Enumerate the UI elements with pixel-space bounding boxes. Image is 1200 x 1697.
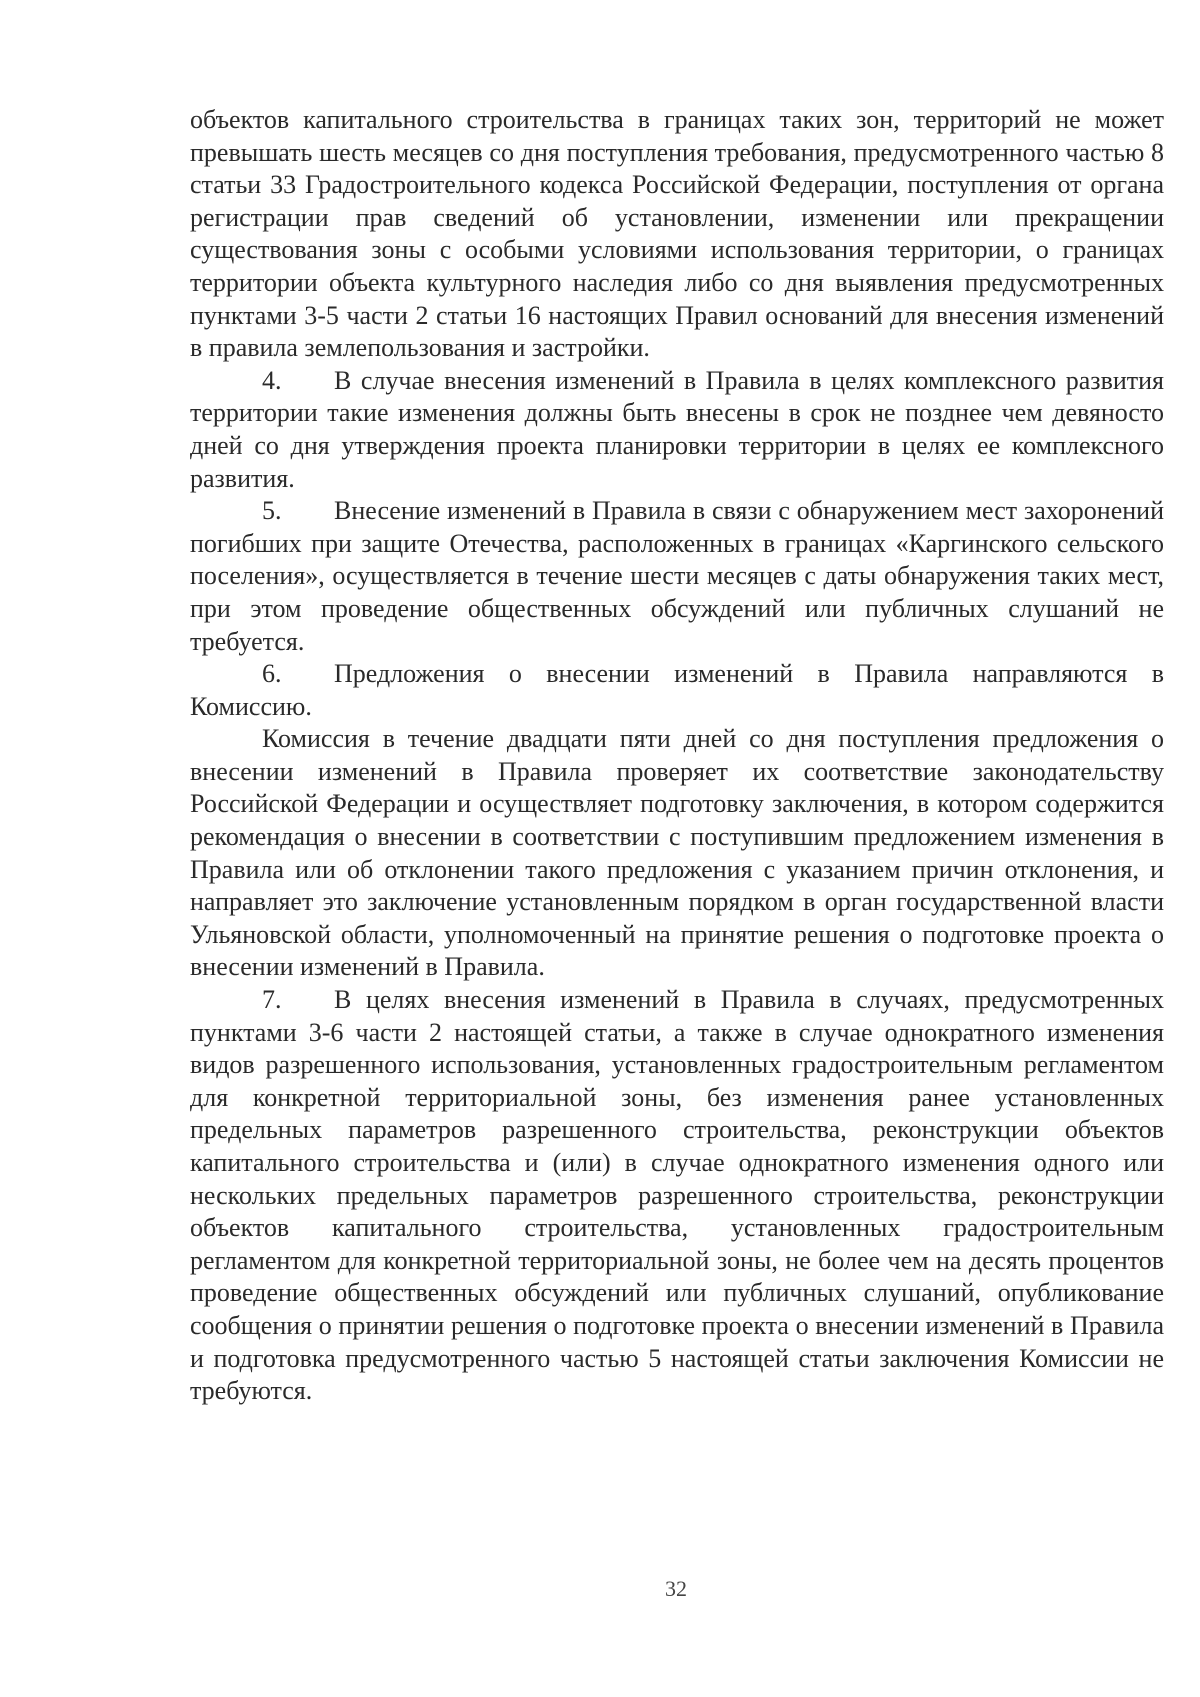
paragraph-item-7 — [190, 984, 1164, 1408]
page-number-footer — [0, 1576, 1200, 1602]
paragraph-number: 5. — [262, 496, 282, 526]
page-number: 32 — [665, 1576, 687, 1601]
paragraph-commission: Комиссия в течение двадцати пяти дней со дня поступления предложения о внесении изменений в Правила проверяет их соответствие законодательству Российской Федерации и осуществляет подготовку заключения, в котором содержится рекомендация о внесении в соответствии с поступившим предложением изменения в Правила или об отклонении такого предложения с указанием причин отклонения, и направляет это заключение установленным порядком в орган государственной власти Ульяновской области, уполномоченный на принятие решения о подготовке проекта о внесении изменений в Правила. — [190, 724, 1164, 982]
paragraph-text: Внесение изменений в Правила в связи с обнаружением мест захоронений погибших при защите Отечества, расположенных в границах «Каргинского сельского поселения», осуществляется в течение шести месяцев с даты обнаружения таких мест, при этом проведение общественных обсуждений или публичных слушаний не требуется. — [190, 496, 1164, 656]
paragraph-number: 7. — [262, 985, 282, 1015]
paragraph-item-6 — [190, 658, 1164, 723]
paragraph-text: Предложения о внесении изменений в Правила направляются в Комиссию. — [190, 659, 1164, 721]
document-body — [190, 104, 1164, 1408]
paragraph-text: В целях внесения изменений в Правила в случаях, предусмотренных пунктами 3-6 части 2 настоящей статьи, а также в случае однократного изменения видов разрешенного использования, установленных градостроительным регламентом для конкретной территориальной зоны, без изменения ранее установленных предельных параметров разрешенного строительства, реконструкции объектов капитального строительства и (или) в случае однократного изменения одного или нескольких предельных параметров разрешенного строительства, реконструкции объектов капитального строительства, установленных градостроительным регламентом для конкретной территориальной зоны, не более чем на десять процентов проведение общественных обсуждений или публичных слушаний, опубликование сообщения о принятии решения о подготовке проекта о внесении изменений в Правила и подготовка предусмотренного частью 5 настоящей статьи заключения Комиссии не требуются. — [190, 985, 1164, 1406]
paragraph-item-5 — [190, 495, 1164, 658]
paragraph-number: 6. — [262, 659, 282, 689]
paragraph-continuation: объектов капитального строительства в границах таких зон, территорий не может превышать шесть месяцев со дня поступления требования, предусмотренного частью 8 статьи 33 Градостроительного кодекса Российской Федерации, поступления от органа регистрации прав сведений об установлении, изменении или прекращении существования зоны с особыми условиями использования территории, о границах территории объекта культурного наследия либо со дня выявления предусмотренных пунктами 3-5 части 2 статьи 16 настоящих Правил оснований для внесения изменений в правила землепользования и застройки. — [190, 105, 1164, 363]
paragraph-item-4 — [190, 365, 1164, 495]
paragraph-text: В случае внесения изменений в Правила в целях комплексного развития территории такие изменения должны быть внесены в срок не позднее чем девяносто дней со дня утверждения проекта планировки территории в целях ее комплексного развития. — [190, 365, 1164, 493]
paragraph-number: 4. — [262, 365, 282, 395]
